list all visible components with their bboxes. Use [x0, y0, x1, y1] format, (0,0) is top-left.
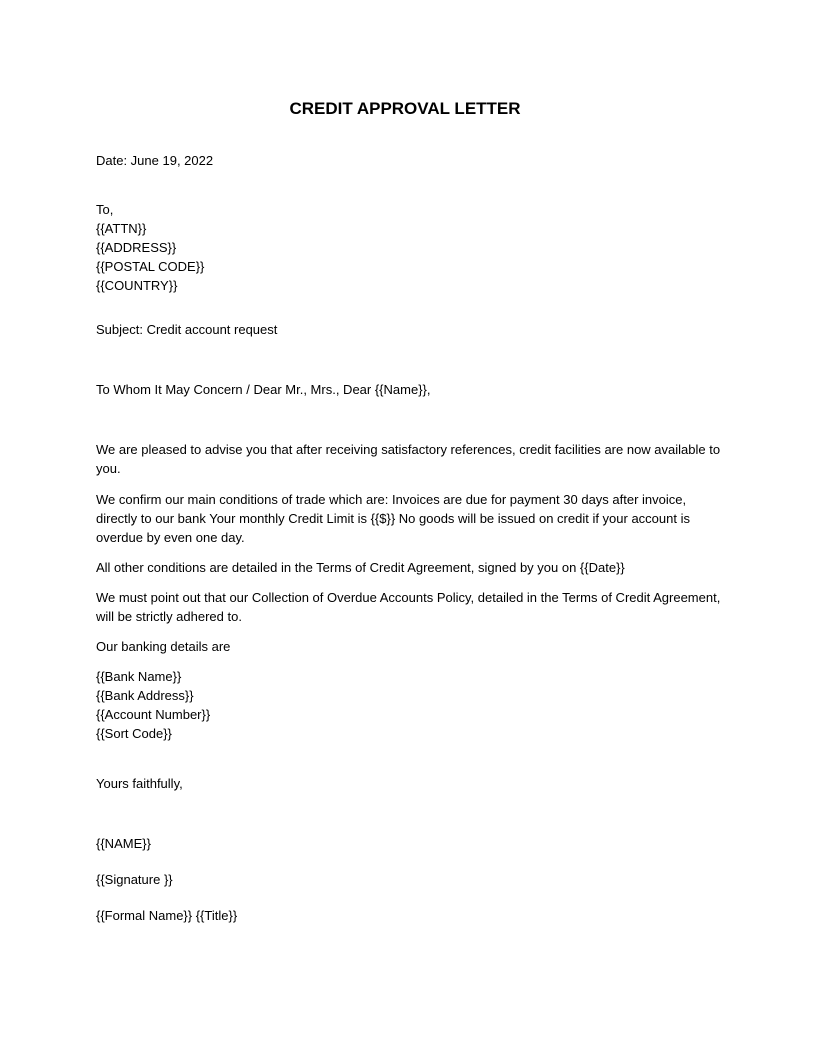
- recipient-postal-code: {{POSTAL CODE}}: [96, 259, 205, 274]
- paragraph-banking-intro: Our banking details are: [96, 639, 231, 654]
- paragraph-trade-conditions: We confirm our main conditions of trade which are: Invoices are due for payment 30 days after invoice, directly to our bank Your monthly Credit Limit is {{$}} No goods will be issued on credit if your account is overdue by even one day.: [96, 492, 690, 545]
- banking-details: [96, 667, 721, 743]
- signoff-name: {{NAME}}: [96, 836, 151, 851]
- salutation: To Whom It May Concern / Dear Mr., Mrs., Dear {{Name}},: [96, 382, 431, 397]
- signoff-signature: {{Signature }}: [96, 872, 173, 887]
- recipient-attn: {{ATTN}}: [96, 221, 147, 236]
- sort-code: {{Sort Code}}: [96, 726, 172, 741]
- recipient-to: To,: [96, 202, 114, 217]
- closing: Yours faithfully,: [96, 776, 183, 791]
- bank-name: {{Bank Name}}: [96, 669, 182, 684]
- date-line: Date: June 19, 2022: [96, 153, 214, 168]
- document-title: CREDIT APPROVAL LETTER: [289, 99, 521, 118]
- recipient-block: [96, 200, 721, 295]
- paragraph-overdue-policy: We must point out that our Collection of Overdue Accounts Policy, detailed in the Terms of Credit Agreement, will be strictly adhered to.: [96, 590, 721, 624]
- account-number: {{Account Number}}: [96, 707, 211, 722]
- paragraph-other-conditions: All other conditions are detailed in the Terms of Credit Agreement, signed by you on {{Date}}: [96, 560, 625, 575]
- paragraph-credit-available: We are pleased to advise you that after receiving satisfactory references, credit facilities are now available to you.: [96, 442, 721, 476]
- recipient-address: {{ADDRESS}}: [96, 240, 177, 255]
- signoff-formal-name-title: {{Formal Name}} {{Title}}: [96, 908, 238, 923]
- bank-address: {{Bank Address}}: [96, 688, 194, 703]
- subject-line: Subject: Credit account request: [96, 322, 278, 337]
- recipient-country: {{COUNTRY}}: [96, 278, 178, 293]
